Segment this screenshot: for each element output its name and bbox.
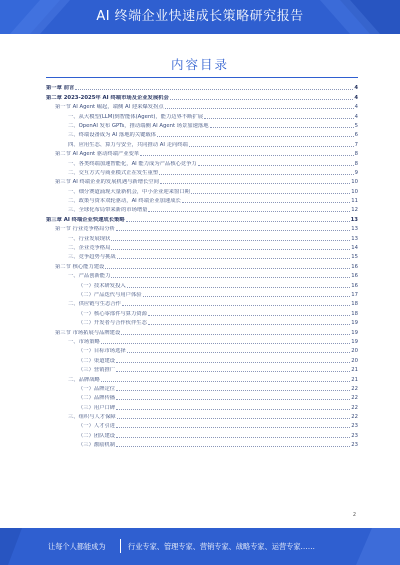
toc-entry-page: 18 [351, 310, 358, 317]
toc-entry[interactable] [46, 393, 358, 402]
toc-entry-page: 22 [351, 404, 358, 411]
toc-entry-label: 第二节 AI Agent 驱动终端产业变革 [55, 151, 140, 158]
toc-entry-label: （一）目标市场选择 [78, 348, 126, 355]
toc-entry-label: 一、行业发展现状 [68, 235, 111, 242]
toc-entry[interactable] [46, 83, 358, 92]
toc-entry-page: 23 [351, 442, 358, 449]
toc-entry[interactable] [46, 384, 358, 393]
toc-entry-label: 三、终端设备成为 AI 落地的关键载体 [68, 132, 157, 139]
toc-dot-leader [170, 99, 354, 100]
report-title: AI 终端企业快速成长策略研究报告 [96, 9, 304, 24]
toc-dot-leader [191, 193, 350, 194]
toc-entry[interactable] [46, 430, 358, 439]
toc-entry-label: 二、企业竞争格局 [68, 245, 111, 252]
toc-entry-page: 13 [350, 216, 358, 223]
toc-dot-leader [148, 324, 350, 325]
toc-dot-leader [116, 371, 350, 372]
toc-entry-page: 20 [351, 348, 358, 355]
toc-title: 内容目录 [170, 57, 229, 72]
toc-entry[interactable] [46, 149, 358, 158]
toc-dot-leader [121, 334, 350, 335]
toc-entry[interactable] [46, 102, 358, 111]
toc-dot-leader [116, 390, 350, 391]
table-of-contents [46, 83, 358, 449]
toc-entry-page: 13 [351, 235, 358, 242]
toc-entry[interactable] [46, 168, 358, 177]
toc-entry[interactable] [46, 243, 358, 252]
toc-dot-leader [75, 89, 353, 90]
footer-stripe-left [0, 528, 22, 565]
toc-entry[interactable] [46, 205, 358, 214]
toc-entry-label: （三）用户口碑 [78, 404, 116, 411]
toc-entry-page: 10 [351, 179, 358, 186]
toc-dot-leader [116, 362, 350, 363]
toc-entry-label: （二）开发者与合作伙伴生态 [78, 320, 147, 327]
toc-dot-leader [160, 183, 350, 184]
toc-dot-leader [101, 381, 350, 382]
toc-entry[interactable] [46, 421, 358, 430]
toc-entry-label: （三）激励机制 [78, 442, 116, 449]
toc-entry-label: 第三节 AI 终端企业的发展机遇与新增长空间 [55, 179, 159, 186]
toc-entry-page: 8 [354, 151, 358, 158]
toc-entry[interactable] [46, 290, 358, 299]
toc-dot-leader [210, 127, 354, 128]
toc-entry-label: （一）品牌定位 [78, 385, 116, 392]
toc-dot-leader [198, 165, 354, 166]
toc-entry-page: 22 [351, 385, 358, 392]
footer-slogan: 让每个人都能成为 [48, 542, 106, 551]
toc-entry-page: 6 [354, 132, 358, 139]
toc-entry-label: 一、市场策略 [68, 338, 100, 345]
toc-dot-leader [116, 409, 350, 410]
toc-entry-page: 19 [351, 329, 358, 336]
toc-entry-page: 11 [351, 198, 358, 205]
toc-entry[interactable] [46, 158, 358, 167]
toc-entry-label: 一、产品创新能力 [68, 273, 111, 280]
toc-entry-label: 二、品牌战略 [68, 376, 100, 383]
toc-entry[interactable] [46, 130, 358, 139]
toc-entry-page: 13 [351, 226, 358, 233]
toc-dot-leader [165, 108, 354, 109]
toc-entry[interactable] [46, 177, 358, 186]
toc-entry-page: 22 [351, 395, 358, 402]
toc-dot-leader [105, 268, 350, 269]
toc-entry-label: 三、竞争趋势与挑战 [68, 254, 116, 261]
toc-entry[interactable] [46, 92, 358, 101]
toc-entry[interactable] [46, 374, 358, 383]
toc-entry[interactable] [46, 261, 358, 270]
toc-entry-label: 一、细分赛道涌现大量新机会，中小企业迎来窗口期 [68, 188, 190, 195]
toc-entry[interactable] [46, 412, 358, 421]
toc-entry-label: 一、各类终端加速智能化，AI 能力成为产品核心竞争力 [68, 160, 197, 167]
toc-entry-label: 第一节 行业竞争格局分析 [55, 226, 115, 233]
toc-entry[interactable] [46, 440, 358, 449]
toc-entry-label: 第三节 市场拓展与品牌建设 [55, 329, 121, 336]
toc-dot-leader [117, 258, 351, 259]
toc-dot-leader [111, 249, 350, 250]
toc-entry-label: （二）渠道建设 [78, 357, 116, 364]
toc-dot-leader [117, 418, 351, 419]
toc-entry[interactable] [46, 111, 358, 120]
toc-dot-leader [116, 427, 350, 428]
toc-entry[interactable] [46, 365, 358, 374]
toc-entry-label: （一）技术研发投入 [78, 282, 126, 289]
toc-entry[interactable] [46, 299, 358, 308]
toc-entry-page: 19 [351, 338, 358, 345]
footer-tags: 行业专家、管理专家、营销专家、战略专家、运营专家…… [128, 542, 315, 551]
toc-dot-leader [204, 118, 354, 119]
page-number: 2 [352, 512, 356, 518]
toc-dot-leader [182, 202, 350, 203]
toc-entry[interactable] [46, 402, 358, 411]
footer-separator [120, 539, 121, 553]
toc-entry[interactable] [46, 196, 358, 205]
toc-entry[interactable] [46, 280, 358, 289]
toc-entry-page: 9 [354, 169, 358, 176]
toc-entry-page: 14 [351, 245, 358, 252]
toc-entry[interactable] [46, 318, 358, 327]
toc-divider [46, 77, 358, 78]
toc-entry-label: 第一章 前言 [46, 85, 75, 92]
toc-dot-leader [143, 296, 351, 297]
footer-stripe-right [356, 528, 400, 565]
toc-entry[interactable] [46, 337, 358, 346]
toc-entry-label: 二、OpenAI 发布 GPTs，推动端侧 AI Agent 场景加速落地 [68, 122, 209, 129]
toc-entry-label: 一、从大模型(LLM)到智能体(Agent)，能力边界不断扩展 [68, 113, 204, 120]
toc-entry[interactable] [46, 355, 358, 364]
toc-entry-label: 三、全球化布局带来新的市场增量 [68, 207, 148, 214]
toc-entry-label: 二、供应链与生态合作 [68, 301, 121, 308]
toc-entry[interactable] [46, 308, 358, 317]
toc-dot-leader [111, 240, 350, 241]
toc-dot-leader [116, 230, 350, 231]
toc-entry-page: 23 [351, 432, 358, 439]
toc-dot-leader [148, 211, 350, 212]
toc-entry-label: （三）营销推广 [78, 367, 116, 374]
toc-entry-label: 第三章 AI 终端企业快速成长策略 [46, 216, 125, 223]
toc-entry-page: 8 [354, 160, 358, 167]
toc-entry-label: 第一节 AI Agent 崛起，端侧 AI 迎来爆发拐点 [55, 104, 164, 111]
toc-entry-page: 18 [351, 301, 358, 308]
toc-entry-page: 16 [351, 282, 358, 289]
toc-entry-label: 二、政策与资本双轮驱动，AI 终端企业加速成长 [68, 198, 181, 205]
toc-entry-label: 第二章 2023-2025年 AI 终端市场及企业发展机会 [46, 94, 169, 101]
toc-dot-leader [116, 437, 350, 438]
toc-entry-label: （二）团队建设 [78, 432, 116, 439]
toc-entry-page: 21 [351, 376, 358, 383]
toc-dot-leader [148, 315, 350, 316]
toc-entry-page: 5 [354, 122, 358, 129]
toc-entry-page: 4 [354, 104, 358, 111]
toc-entry-page: 23 [351, 423, 358, 430]
toc-entry-page: 16 [351, 273, 358, 280]
toc-entry-page: 22 [351, 414, 358, 421]
toc-entry[interactable] [46, 121, 358, 130]
toc-entry-page: 15 [351, 254, 358, 261]
toc-dot-leader [116, 399, 350, 400]
toc-entry-label: （一）人才引进 [78, 423, 116, 430]
toc-entry-page: 4 [354, 113, 358, 120]
toc-entry-label: 三、组织与人才保障 [68, 414, 116, 421]
toc-dot-leader [101, 343, 350, 344]
toc-entry[interactable] [46, 271, 358, 280]
toc-dot-leader [116, 446, 350, 447]
toc-dot-leader [127, 352, 351, 353]
toc-entry-page: 4 [354, 85, 358, 92]
toc-entry-label: 第二节 核心能力建设 [55, 263, 105, 270]
toc-entry-page: 16 [351, 263, 358, 270]
toc-entry-page: 12 [351, 207, 358, 214]
toc-entry-label: （二）产品迭代与用户体验 [78, 291, 142, 298]
toc-entry-page: 20 [351, 357, 358, 364]
toc-entry-label: （二）品牌传播 [78, 395, 116, 402]
toc-entry-page: 7 [354, 141, 358, 148]
toc-entry-label: （一）核心零部件与算力资源 [78, 310, 147, 317]
toc-entry-page: 21 [351, 367, 358, 374]
toc-dot-leader [126, 221, 350, 222]
toc-entry-page: 17 [351, 291, 358, 298]
toc-dot-leader [189, 146, 354, 147]
toc-entry[interactable] [46, 186, 358, 195]
toc-entry[interactable] [46, 224, 358, 233]
toc-dot-leader [122, 305, 350, 306]
toc-dot-leader [140, 155, 353, 156]
toc-entry[interactable] [46, 139, 358, 148]
toc-entry-label: 四、应用生态、算力与安全，共同推动 AI 走向终端 [68, 141, 188, 148]
toc-dot-leader [159, 174, 354, 175]
toc-dot-leader [157, 136, 354, 137]
toc-entry[interactable] [46, 214, 358, 223]
toc-entry-page: 19 [351, 320, 358, 327]
toc-entry[interactable] [46, 233, 358, 242]
toc-entry[interactable] [46, 346, 358, 355]
toc-dot-leader [111, 277, 350, 278]
toc-entry-page: 10 [351, 188, 358, 195]
toc-entry-label: 二、交互方式与商业模式正在发生重塑 [68, 169, 159, 176]
toc-entry-page: 4 [354, 94, 358, 101]
toc-entry[interactable] [46, 327, 358, 336]
toc-entry[interactable] [46, 252, 358, 261]
toc-dot-leader [127, 287, 351, 288]
